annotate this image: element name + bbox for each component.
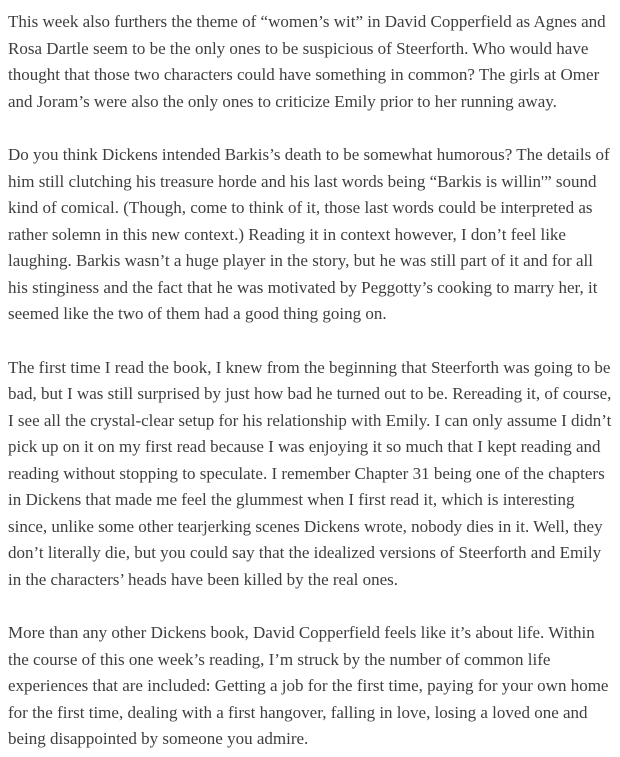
paragraph-womens-wit: This week also furthers the theme of “women’s wit” in David Copperfield as Agnes and Rosa Dartle seem to be the only ones to be suspicious of Steerforth. Who would have thought that those two characters could have something in common? The girls at Omer and Joram’s were also the only ones to criticize Emily prior to her running away. bbox=[8, 12, 606, 111]
paragraph-steerforth-reread: The first time I read the book, I knew from the beginning that Steerforth was going to be bad, but I was still surprised by just how bad he turned out to be. Rereading it, of course, I see all the crystal-clear setup for his relationship with Emily. I can only assume I didn’t pick up on it on my first read because I was enjoying it so much that I kept reading and reading without stopping to speculate. I remember Chapter 31 being one of the chapters in Dickens that made me feel the glummest when I first read it, which is interesting since, unlike some other tearjerking scenes Dickens wrote, nobody dies in it. Well, they don’t literally die, but you could say that the idealized versions of Steerforth and Emily in the characters’ heads have been killed by the real ones. bbox=[8, 357, 612, 589]
paragraph-about-life: More than any other Dickens book, David Copperfield feels like it’s about life. Within the course of this one week’s reading, I’m struck by the number of common life experiences that are included: Getting a job for the first time, paying for your own home for the first time, dealing with a first hangover, falling in love, losing a loved one and being disappointed by someone you admire. bbox=[8, 623, 609, 748]
paragraph-barkis-death: Do you think Dickens intended Barkis’s death to be somewhat humorous? The details of him still clutching his treasure horde and his last words being “Barkis is willin'” sound kind of comical. (Though, come to think of it, those last words could be interpreted as rather solemn in this new context.) Reading it in context however, I don’t feel like laughing. Barkis wasn’t a huge player in the story, but he was still part of it and for all his stinginess and the fact that he was motivated by Peggotty’s cooking to marry her, it seemed like the two of them had a good thing going on. bbox=[8, 145, 610, 323]
